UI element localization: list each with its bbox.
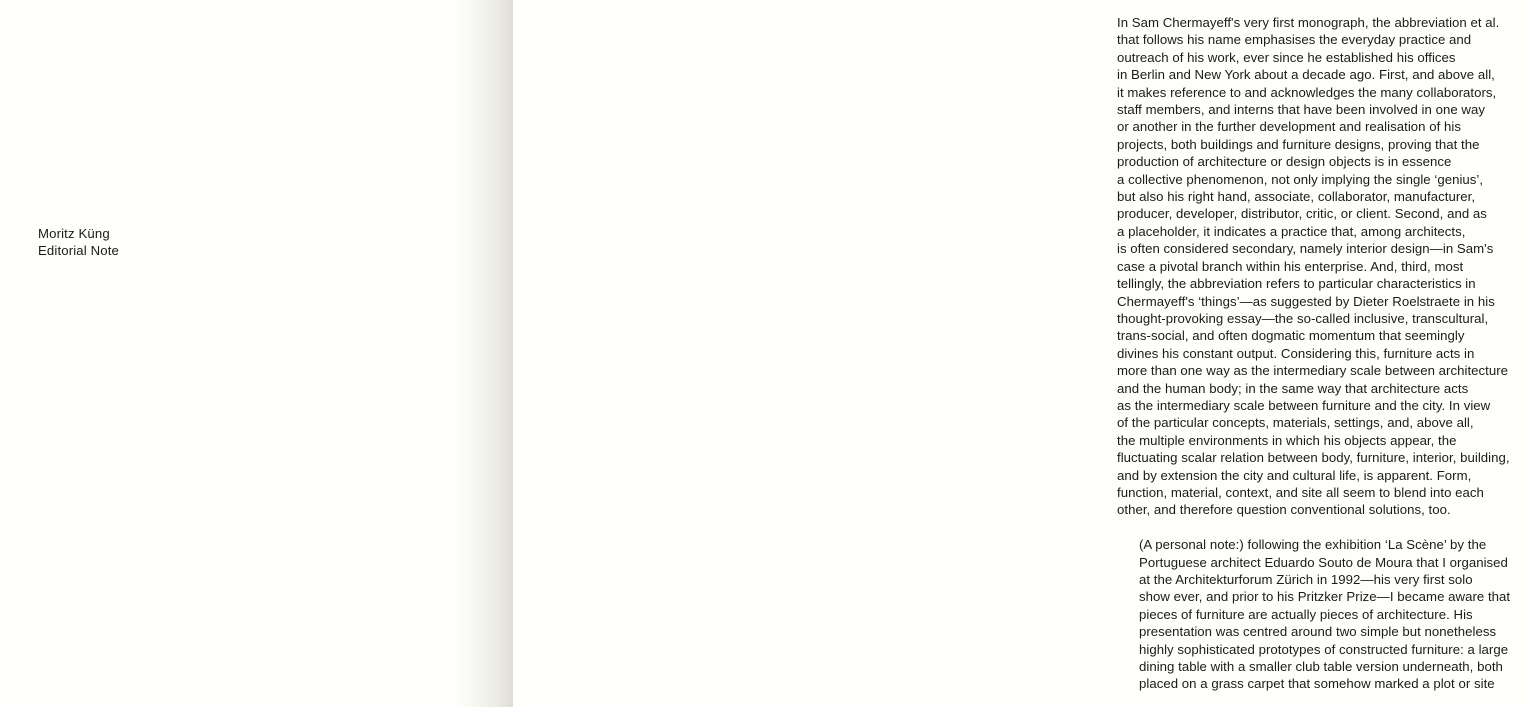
text-line: pieces of furniture are actually pieces of architecture. His [1139, 606, 1473, 622]
paragraph-main-essay [1117, 14, 1529, 519]
text-line: function, material, context, and site all seem to blend into each [1117, 484, 1484, 500]
text-line: highly sophisticated prototypes of constructed furniture: a large [1139, 641, 1509, 657]
text-line: that follows his name emphasises the everyday practice and [1117, 32, 1472, 48]
text-line: it makes reference to and acknowledges the many collaborators, [1117, 84, 1497, 100]
gutter-shadow [455, 0, 513, 707]
text-line: at the Architekturforum Zürich in 1992—his very first solo [1139, 571, 1473, 587]
text-line: outreach of his work, ever since he established his offices [1117, 49, 1456, 65]
text-line: Portuguese architect Eduardo Souto de Moura that I organised [1139, 554, 1508, 570]
text-line: projects, both buildings and furniture designs, proving that the [1117, 136, 1480, 152]
text-line: other, and therefore question conventional solutions, too. [1117, 502, 1451, 518]
text-line: as the intermediary scale between furniture and the city. In view [1117, 397, 1491, 413]
text-line: case a pivotal branch within his enterprise. And, third, most [1117, 258, 1464, 274]
text-line: divines his constant output. Considering this, furniture acts in [1117, 345, 1475, 361]
text-line: production of architecture or design objects is in essence [1117, 154, 1452, 170]
text-line: fluctuating scalar relation between body, furniture, interior, building, [1117, 450, 1510, 466]
text-line: and the human body; in the same way that architecture acts [1117, 380, 1469, 396]
text-line: staff members, and interns that have been involved in one way [1117, 102, 1485, 118]
editorial-body-text [1117, 14, 1529, 693]
text-line: trans-social, and often dogmatic momentum that seemingly [1117, 328, 1465, 344]
text-line: thought-provoking essay—the so-called inclusive, transcultural, [1117, 310, 1489, 326]
text-line: a placeholder, it indicates a practice that, among architects, [1117, 223, 1466, 239]
paragraph-personal-note [1117, 536, 1529, 693]
text-line: a collective phenomenon, not only implying the single ‘genius’, [1117, 171, 1484, 187]
byline-section: Editorial Note [38, 243, 120, 259]
editorial-byline [38, 225, 119, 260]
text-line: In Sam Chermayeff's very first monograph, the abbreviation et al. [1117, 15, 1500, 30]
text-line: show ever, and prior to his Pritzker Prize—I became aware that [1139, 589, 1511, 605]
text-line: presentation was centred around two simple but nonetheless [1139, 624, 1497, 640]
verso-page [0, 0, 513, 707]
text-line: is often considered secondary, namely interior design—in Sam's [1117, 241, 1494, 257]
text-line: tellingly, the abbreviation refers to particular characteristics in [1117, 276, 1476, 292]
text-line: placed on a grass carpet that somehow marked a plot or site [1139, 676, 1495, 692]
text-line: but also his right hand, associate, collaborator, manufacturer, [1117, 189, 1476, 205]
text-line: more than one way as the intermediary scale between architecture [1117, 363, 1509, 379]
text-line: dining table with a smaller club table version underneath, both [1139, 659, 1503, 675]
text-line: or another in the further development and realisation of his [1117, 119, 1461, 135]
text-line: (A personal note:) following the exhibition ‘La Scène’ by the [1139, 537, 1487, 553]
text-line: the multiple environments in which his objects appear, the [1117, 432, 1457, 448]
text-line: in Berlin and New York about a decade ago. First, and above all, [1117, 67, 1495, 83]
text-line: producer, developer, distributor, critic, or client. Second, and as [1117, 206, 1487, 222]
recto-page [513, 0, 1511, 707]
text-line: and by extension the city and cultural life, is apparent. Form, [1117, 467, 1472, 483]
text-line: of the particular concepts, materials, settings, and, above all, [1117, 415, 1474, 431]
text-line: Chermayeff's ‘things’—as suggested by Dieter Roelstraete in his [1117, 293, 1495, 309]
byline-author: Moritz Küng [38, 226, 110, 241]
